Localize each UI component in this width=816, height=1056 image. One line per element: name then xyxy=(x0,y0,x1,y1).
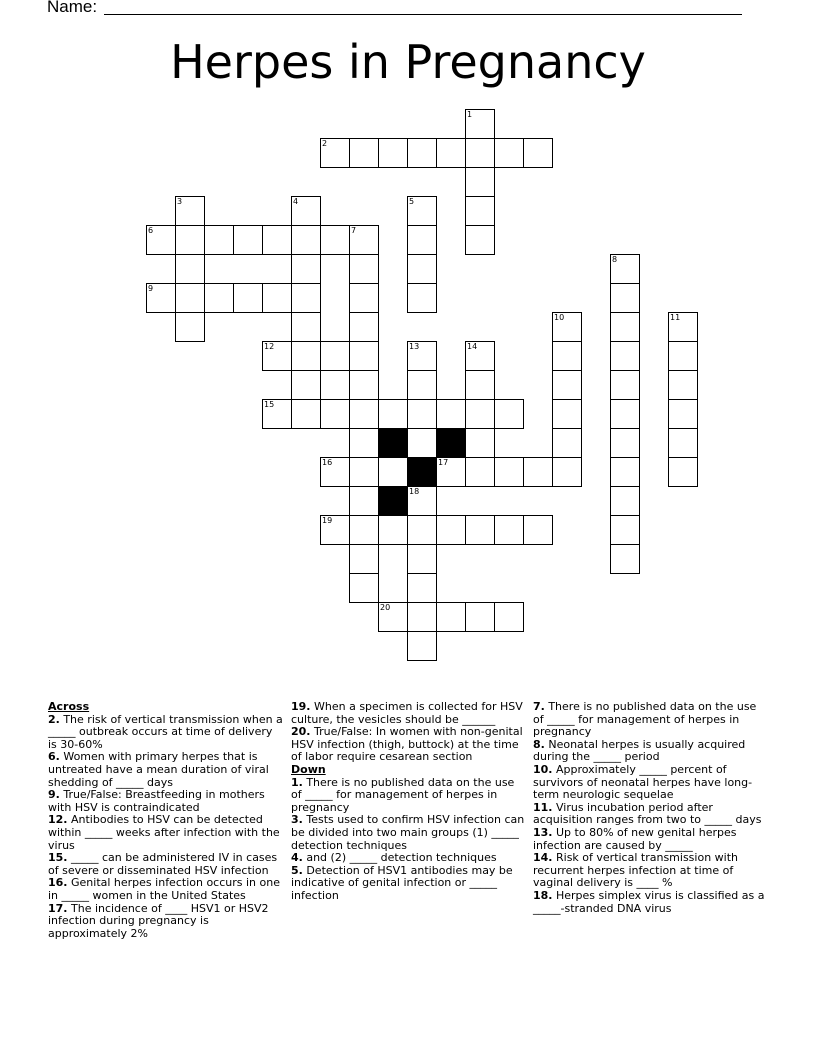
grid-cell[interactable] xyxy=(465,167,495,197)
clue-number: 6. xyxy=(48,750,60,764)
grid-cell[interactable] xyxy=(349,428,379,458)
clue-text: True/False: In women with non-genital HSV infection (thigh, buttock) at the time of labor require cesarean section xyxy=(291,725,523,764)
clue-text: There is no published data on the use of _____ for management of herpes in pregnancy xyxy=(533,700,757,739)
grid-cell[interactable] xyxy=(320,457,350,487)
grid-cell[interactable] xyxy=(465,457,495,487)
grid-cell[interactable] xyxy=(610,254,640,284)
grid-cell[interactable] xyxy=(494,399,524,429)
across-clue xyxy=(48,852,283,877)
grid-cell[interactable] xyxy=(291,196,321,226)
grid-cell[interactable] xyxy=(407,370,437,400)
clue-number: 20 xyxy=(380,603,391,612)
clue-text: Virus incubation period after acquisition ranges from two to _____ days xyxy=(533,800,762,827)
clue-text: The incidence of ____ HSV1 or HSV2 infection during pregnancy is approximately 2% xyxy=(48,901,269,940)
grid-cell[interactable] xyxy=(436,602,466,632)
clue-number: 15. xyxy=(48,851,68,865)
across-clue xyxy=(48,714,283,752)
grid-cell[interactable] xyxy=(465,399,495,429)
clue-number: 14 xyxy=(467,342,478,351)
grid-cell[interactable] xyxy=(407,225,437,255)
grid-cell[interactable] xyxy=(552,428,582,458)
grid-cell[interactable] xyxy=(349,225,379,255)
grid-cell[interactable] xyxy=(175,196,205,226)
clue-number: 2. xyxy=(48,712,60,726)
clue-number: 3. xyxy=(291,813,303,827)
grid-cell[interactable] xyxy=(610,544,640,574)
clue-number: 9 xyxy=(148,284,154,293)
grid-cell[interactable] xyxy=(233,225,263,255)
grid-cell[interactable] xyxy=(407,399,437,429)
puzzle-title: Herpes in Pregnancy xyxy=(170,35,646,89)
down-clue xyxy=(291,865,526,903)
grid-cell[interactable] xyxy=(436,138,466,168)
grid-cell[interactable] xyxy=(465,428,495,458)
grid-block xyxy=(378,428,408,458)
grid-cell[interactable] xyxy=(291,283,321,313)
grid-cell[interactable] xyxy=(407,631,437,661)
clue-number: 18 xyxy=(409,487,420,496)
grid-cell[interactable] xyxy=(378,457,408,487)
grid-cell[interactable] xyxy=(407,196,437,226)
clue-text: Risk of vertical transmission with recurrent herpes infection at time of vaginal delivery is ____ % xyxy=(533,851,739,890)
grid-cell[interactable] xyxy=(262,225,292,255)
clue-number: 11 xyxy=(670,313,681,322)
grid-cell[interactable] xyxy=(320,515,350,545)
grid-cell[interactable] xyxy=(494,602,524,632)
grid-cell[interactable] xyxy=(291,312,321,342)
grid-cell[interactable] xyxy=(407,254,437,284)
grid-cell[interactable] xyxy=(378,399,408,429)
grid-cell[interactable] xyxy=(494,515,524,545)
clue-number: 16 xyxy=(322,458,333,467)
grid-cell[interactable] xyxy=(668,341,698,371)
grid-cell[interactable] xyxy=(175,283,205,313)
clue-number: 19. xyxy=(291,700,311,713)
grid-cell[interactable] xyxy=(349,573,379,603)
grid-cell[interactable] xyxy=(552,312,582,342)
clue-number: 14. xyxy=(533,851,553,865)
across-clue xyxy=(48,877,283,902)
grid-cell[interactable] xyxy=(610,341,640,371)
grid-cell[interactable] xyxy=(378,602,408,632)
across-clues-part1 xyxy=(48,714,283,941)
grid-cell[interactable] xyxy=(668,370,698,400)
grid-cell[interactable] xyxy=(407,486,437,516)
clue-number: 12. xyxy=(48,813,68,827)
grid-cell[interactable] xyxy=(204,225,234,255)
grid-cell[interactable] xyxy=(349,138,379,168)
grid-cell[interactable] xyxy=(349,312,379,342)
clue-number: 20. xyxy=(291,725,311,739)
grid-cell[interactable] xyxy=(349,370,379,400)
down-clue xyxy=(533,890,768,915)
clue-number: 4. xyxy=(291,851,303,865)
clue-text: Neonatal herpes is usually acquired during the _____ period xyxy=(533,737,746,764)
grid-cell[interactable] xyxy=(465,341,495,371)
grid-cell[interactable] xyxy=(262,399,292,429)
clue-number: 1. xyxy=(291,775,303,789)
grid-cell[interactable] xyxy=(465,196,495,226)
down-clue xyxy=(533,701,768,739)
down-clues-part2 xyxy=(533,701,768,915)
down-clue xyxy=(291,814,526,852)
grid-cell[interactable] xyxy=(552,341,582,371)
grid-cell[interactable] xyxy=(349,457,379,487)
grid-cell[interactable] xyxy=(465,515,495,545)
clue-number: 5. xyxy=(291,863,303,877)
grid-cell[interactable] xyxy=(610,486,640,516)
grid-cell[interactable] xyxy=(291,370,321,400)
clue-text: Tests used to confirm HSV infection can be divided into two main groups (1) _____ detection techniques xyxy=(291,813,525,852)
clue-text: Detection of HSV1 antibodies may be indicative of genital infection or _____ infection xyxy=(291,863,513,902)
grid-cell[interactable] xyxy=(465,225,495,255)
clue-text: Up to 80% of new genital herpes infection are caused by _____ xyxy=(533,825,737,852)
grid-cell[interactable] xyxy=(349,341,379,371)
grid-block xyxy=(407,457,437,487)
grid-cell[interactable] xyxy=(407,428,437,458)
grid-cell[interactable] xyxy=(378,515,408,545)
grid-cell[interactable] xyxy=(523,515,553,545)
clue-number: 8 xyxy=(612,255,618,264)
across-clue xyxy=(48,751,283,789)
grid-cell[interactable] xyxy=(610,399,640,429)
down-clue xyxy=(533,764,768,802)
clue-number: 9. xyxy=(48,788,60,802)
clue-number: 7 xyxy=(351,226,357,235)
grid-cell[interactable] xyxy=(146,283,176,313)
grid-cell[interactable] xyxy=(291,254,321,284)
grid-cell[interactable] xyxy=(407,544,437,574)
down-clue xyxy=(533,802,768,827)
grid-cell[interactable] xyxy=(291,341,321,371)
clue-number: 15 xyxy=(264,400,275,409)
clue-number: 2 xyxy=(322,139,328,148)
clue-number: 19 xyxy=(322,516,333,525)
grid-cell[interactable] xyxy=(436,515,466,545)
clue-text: Genital herpes infection occurs in one in _____ women in the United States xyxy=(48,876,280,902)
clue-text: _____ can be administered IV in cases of severe or disseminated HSV infection xyxy=(48,851,278,877)
grid-cell[interactable] xyxy=(668,428,698,458)
clue-number: 11. xyxy=(533,800,553,814)
grid-cell[interactable] xyxy=(610,428,640,458)
grid-cell[interactable] xyxy=(552,370,582,400)
clue-number: 10. xyxy=(533,762,553,776)
grid-cell[interactable] xyxy=(610,515,640,545)
clues-column-1 xyxy=(48,701,283,940)
grid-cell[interactable] xyxy=(465,109,495,139)
grid-cell[interactable] xyxy=(320,225,350,255)
clue-text: and (2) _____ detection techniques xyxy=(302,851,497,865)
grid-cell[interactable] xyxy=(349,399,379,429)
grid-block xyxy=(378,486,408,516)
grid-cell[interactable] xyxy=(378,138,408,168)
down-clues-part1 xyxy=(291,777,526,903)
grid-block xyxy=(436,428,466,458)
clue-number: 1 xyxy=(467,110,473,119)
grid-cell[interactable] xyxy=(349,283,379,313)
grid-cell[interactable] xyxy=(523,138,553,168)
grid-cell[interactable] xyxy=(349,486,379,516)
across-heading: Across xyxy=(48,700,90,713)
across-clue xyxy=(291,701,526,726)
clue-number: 8. xyxy=(533,737,545,751)
clue-number: 17 xyxy=(438,458,449,467)
clue-number: 3 xyxy=(177,197,183,206)
grid-cell[interactable] xyxy=(407,283,437,313)
grid-cell[interactable] xyxy=(494,457,524,487)
grid-cell[interactable] xyxy=(175,254,205,284)
grid-cell[interactable] xyxy=(668,457,698,487)
clue-text: True/False: Breastfeeding in mothers with HSV is contraindicated xyxy=(48,788,265,814)
down-heading: Down xyxy=(291,762,326,776)
clue-number: 4 xyxy=(293,197,299,206)
grid-cell[interactable] xyxy=(668,312,698,342)
clue-number: 18. xyxy=(533,888,553,902)
clue-number: 13. xyxy=(533,825,553,839)
clue-number: 6 xyxy=(148,226,154,235)
grid-cell[interactable] xyxy=(436,457,466,487)
grid-cell[interactable] xyxy=(349,544,379,574)
grid-cell[interactable] xyxy=(407,515,437,545)
grid-cell[interactable] xyxy=(233,283,263,313)
grid-cell[interactable] xyxy=(552,457,582,487)
clue-text: Approximately _____ percent of survivors of neonatal herpes have long-term neurologic sequelae xyxy=(533,762,753,802)
grid-cell[interactable] xyxy=(610,312,640,342)
clue-text: Herpes simplex virus is classified as a _____-stranded DNA virus xyxy=(533,888,765,915)
grid-cell[interactable] xyxy=(407,573,437,603)
grid-cell[interactable] xyxy=(320,341,350,371)
grid-cell[interactable] xyxy=(262,341,292,371)
clue-number: 12 xyxy=(264,342,275,351)
grid-cell[interactable] xyxy=(291,225,321,255)
across-clue xyxy=(48,789,283,814)
down-clue xyxy=(533,827,768,852)
across-clue xyxy=(48,814,283,852)
grid-cell[interactable] xyxy=(204,283,234,313)
down-clue xyxy=(533,739,768,764)
grid-cell[interactable] xyxy=(320,138,350,168)
grid-cell[interactable] xyxy=(610,283,640,313)
clue-number: 17. xyxy=(48,901,68,915)
clue-text: When a specimen is collected for HSV culture, the vesicles should be ______ xyxy=(291,700,523,726)
clue-number: 13 xyxy=(409,342,420,351)
grid-cell[interactable] xyxy=(407,602,437,632)
clues-column-2 xyxy=(291,701,526,903)
grid-cell[interactable] xyxy=(349,515,379,545)
clue-text: Antibodies to HSV can be detected within _____ weeks after infection with the virus xyxy=(48,813,280,852)
clues-column-3 xyxy=(533,701,768,915)
clue-number: 7. xyxy=(533,700,545,713)
grid-cell[interactable] xyxy=(552,399,582,429)
grid-cell[interactable] xyxy=(668,399,698,429)
grid-cell[interactable] xyxy=(465,138,495,168)
across-clue xyxy=(291,726,526,764)
grid-cell[interactable] xyxy=(523,457,553,487)
down-clue xyxy=(533,852,768,890)
clue-text: There is no published data on the use of _____ for management of herpes in pregnancy xyxy=(291,775,515,814)
grid-cell[interactable] xyxy=(291,399,321,429)
grid-cell[interactable] xyxy=(175,312,205,342)
clue-number: 10 xyxy=(554,313,565,322)
grid-cell[interactable] xyxy=(146,225,176,255)
clue-number: 5 xyxy=(409,197,415,206)
grid-cell[interactable] xyxy=(407,341,437,371)
across-clue xyxy=(48,903,283,941)
grid-cell[interactable] xyxy=(175,225,205,255)
grid-cell[interactable] xyxy=(465,602,495,632)
name-label: Name: xyxy=(47,0,98,16)
grid-cell[interactable] xyxy=(349,254,379,284)
grid-cell[interactable] xyxy=(494,138,524,168)
clue-number: 16. xyxy=(48,876,68,890)
clue-text: The risk of vertical transmission when a _____ outbreak occurs at time of delivery is 30-60% xyxy=(48,712,283,751)
grid-cell[interactable] xyxy=(610,370,640,400)
clue-text: Women with primary herpes that is untreated have a mean duration of viral shedding of _____ days xyxy=(48,750,269,789)
across-clues-part2 xyxy=(291,701,526,764)
down-clue xyxy=(291,777,526,815)
grid-cell[interactable] xyxy=(436,399,466,429)
grid-cell[interactable] xyxy=(610,457,640,487)
grid-cell[interactable] xyxy=(262,283,292,313)
grid-cell[interactable] xyxy=(465,370,495,400)
grid-cell[interactable] xyxy=(407,138,437,168)
grid-cell[interactable] xyxy=(320,399,350,429)
